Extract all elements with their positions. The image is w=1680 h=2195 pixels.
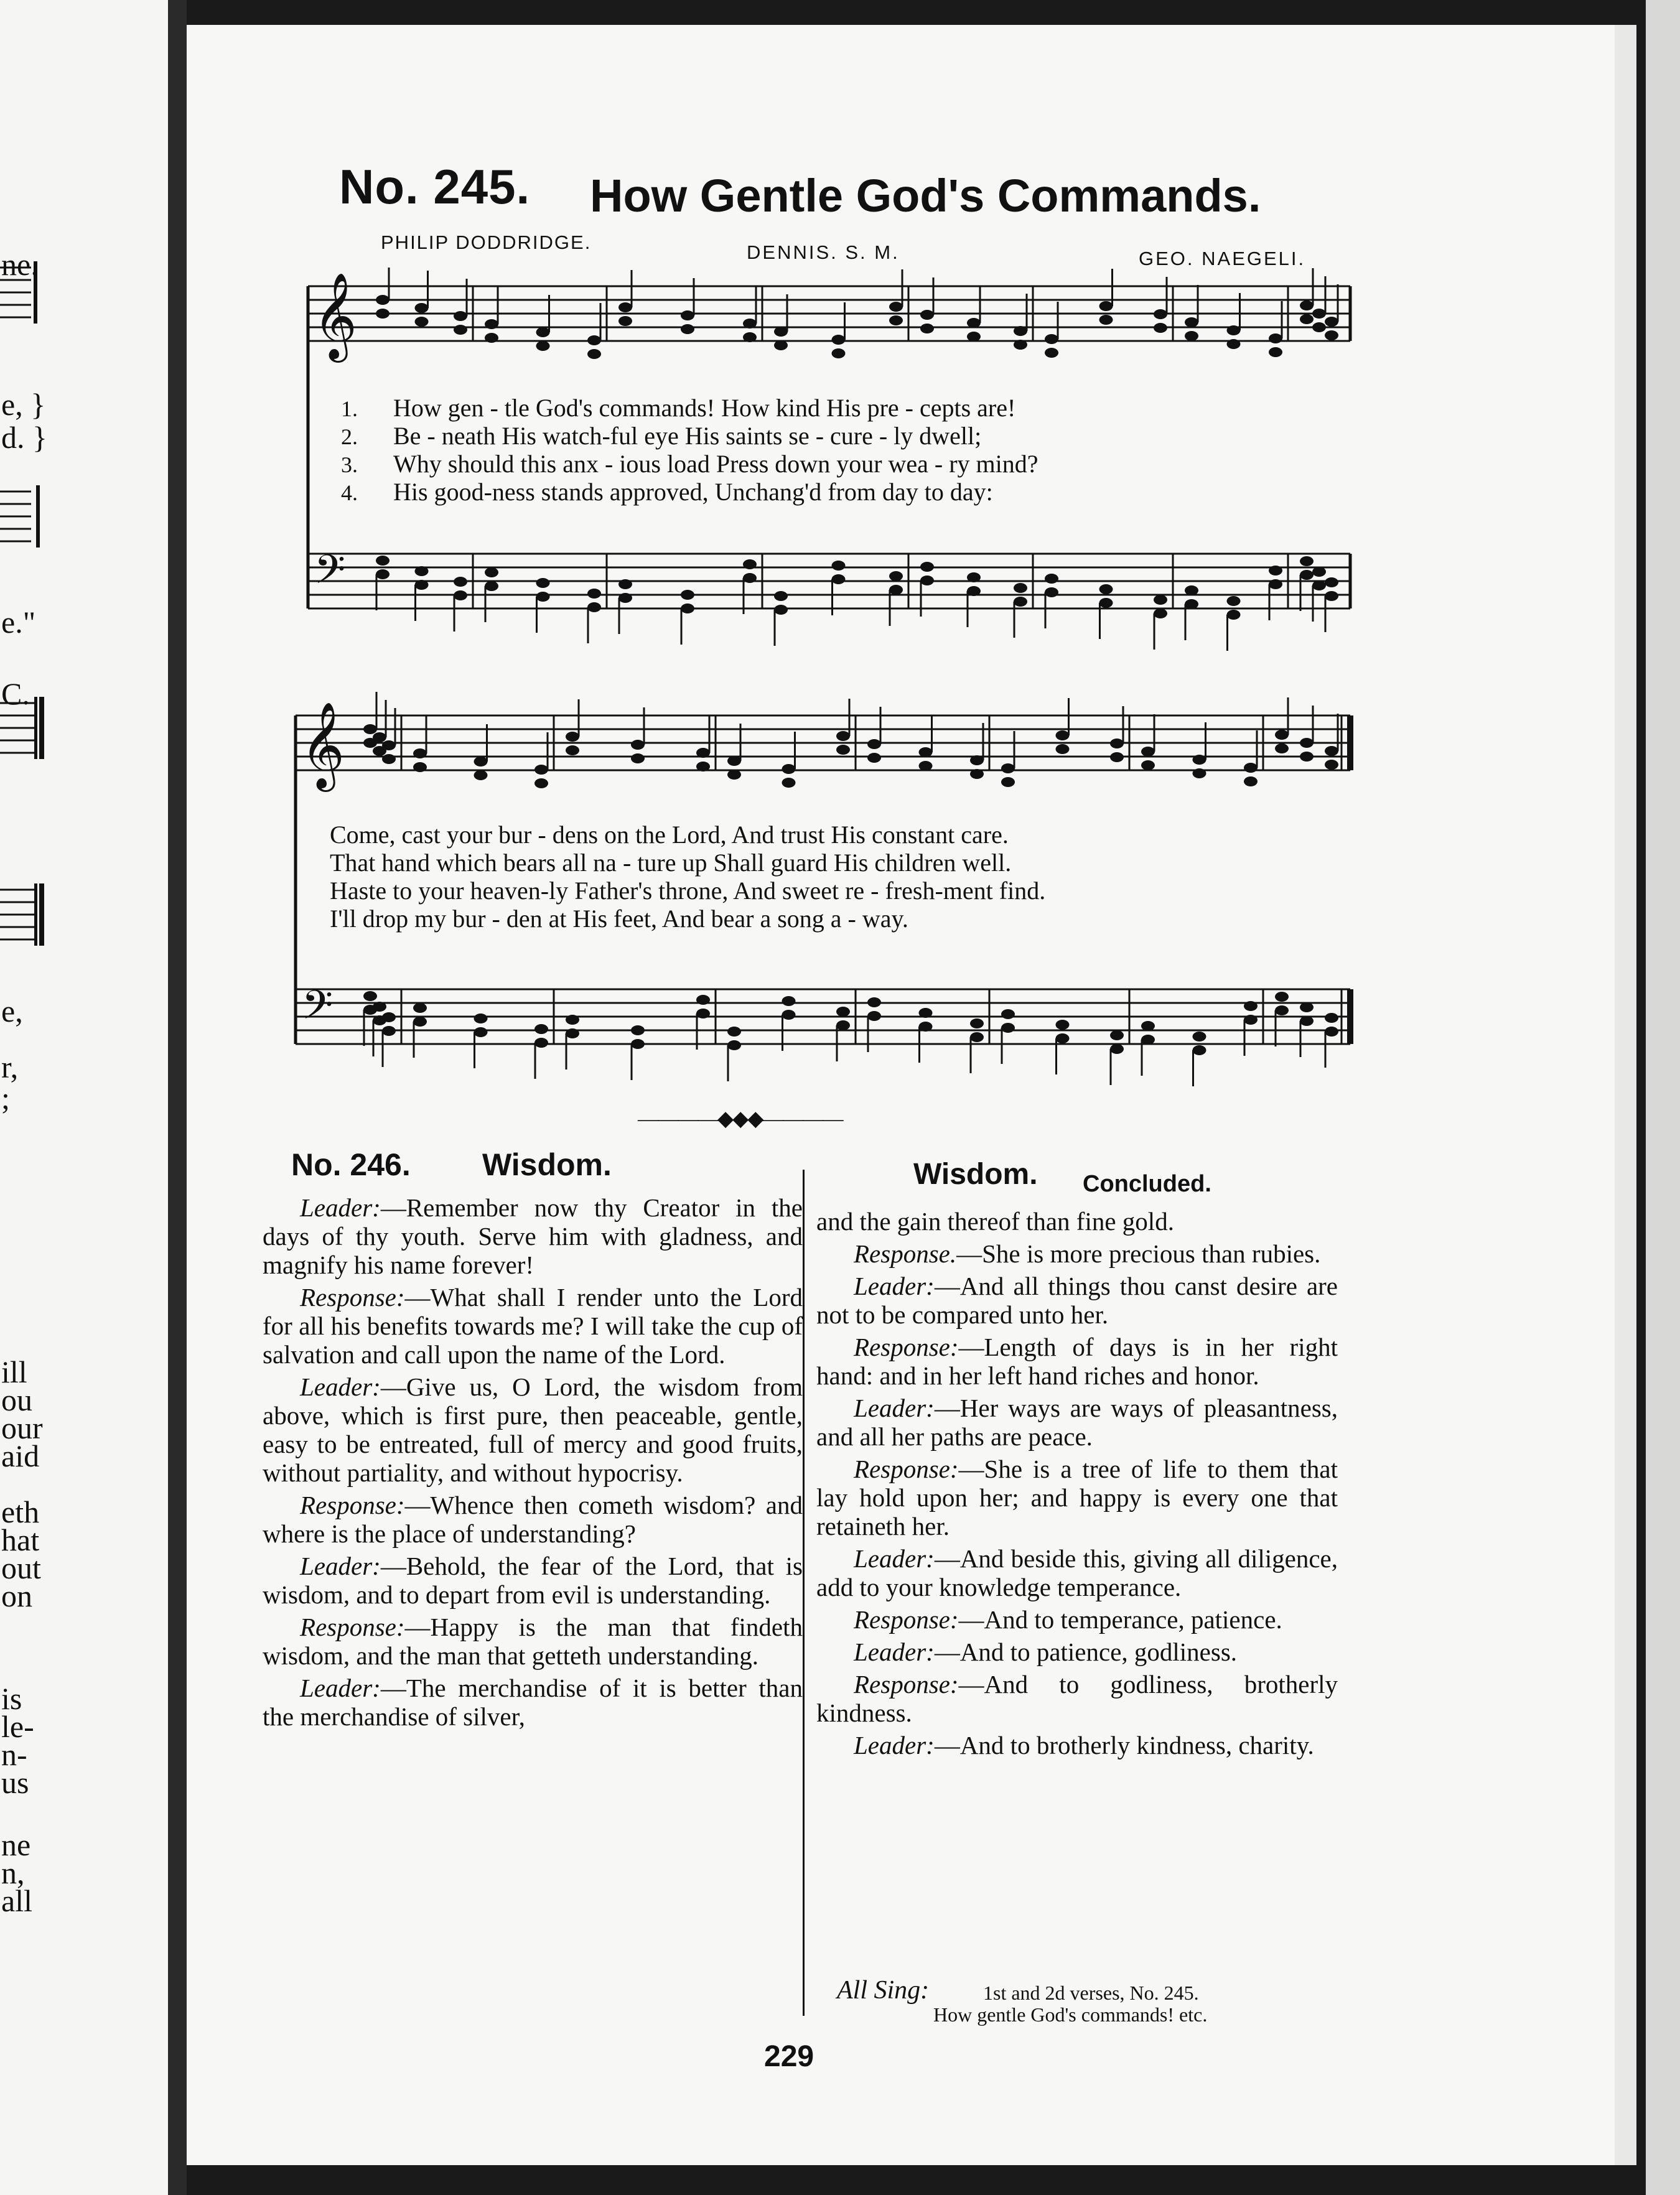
speaker-role: Leader: [854, 1272, 935, 1300]
reading-paragraph [816, 1394, 1338, 1451]
reading-paragraph [816, 1239, 1338, 1268]
edge-fragment: C. [1, 676, 30, 711]
all-sing-line2: How gentle God's commands! etc. [933, 2003, 1208, 2026]
reading-text: —The merchandise of it is better than the merchandise of silver, [263, 1674, 803, 1731]
column-rule [803, 1170, 805, 2016]
speaker-role: Response: [854, 1333, 959, 1361]
hymn-composer: GEO. NAEGELI. [1139, 248, 1306, 269]
edge-fragment: d. } [1, 420, 47, 455]
edge-fragment: ne. [1, 247, 39, 282]
reading-paragraph [263, 1613, 803, 1670]
reading-text: —Behold, the fear of the Lord, that is wisdom, and to depart from evil is understanding. [263, 1552, 803, 1609]
reading-right-column [816, 1207, 1338, 1763]
reading-text: —Give us, O Lord, the wisdom from above, which is first pure, then peaceable, gentle, easy to be entreated, full of mercy and good fruits, without partiality, and without hypocrisy. [263, 1372, 803, 1487]
reading-paragraph [263, 1283, 803, 1369]
edge-fragment: aid [1, 1438, 40, 1473]
speaker-role: Leader: [854, 1731, 935, 1759]
reading-paragraph [816, 1638, 1338, 1666]
reading-paragraph [263, 1491, 803, 1548]
speaker-role: Leader: [854, 1638, 935, 1666]
speaker-role: Leader: [300, 1372, 381, 1401]
speaker-role: Response: [300, 1613, 405, 1641]
speaker-role: Response: [854, 1605, 959, 1634]
speaker-role: Response: [300, 1283, 405, 1312]
lyric-line: Come, cast your bur - dens on the Lord, And trust His constant care. [330, 821, 1009, 849]
reading-title: Wisdom. [482, 1147, 612, 1182]
svg-text:𝄢: 𝄢 [314, 547, 346, 603]
reading-concluded: Concluded. [1083, 1171, 1211, 1197]
verse-number: 4. [341, 480, 358, 505]
lyric-line: Be - neath His watch-ful eye His saints se - cure - ly dwell; [393, 422, 982, 450]
edge-fragment: is [1, 1681, 22, 1716]
hymn-title: How Gentle God's Commands. [590, 170, 1261, 221]
reading-text: —And all things thou canst desire are not to be compared unto her. [816, 1272, 1338, 1329]
reading-text: —What shall I render unto the Lord for all his benefits towards me? I will take the cup of salvation and call upon the name of the Lord. [263, 1283, 803, 1369]
edge-fragment: us [1, 1765, 29, 1800]
speaker-role: Response. [854, 1239, 957, 1268]
lyric-line: Haste to your heaven-ly Father's throne, And sweet re - fresh-ment find. [330, 877, 1046, 905]
reading-text: —Remember now thy Creator in the days of thy youth. Serve him with gladness, and magnify his name forever! [263, 1193, 803, 1279]
reading-paragraph [816, 1670, 1338, 1727]
reading-text: —And to godliness, brotherly kindness. [816, 1670, 1338, 1727]
reading-left-column [263, 1193, 803, 1735]
svg-text:𝄢: 𝄢 [302, 982, 334, 1038]
speaker-role: Leader: [300, 1193, 381, 1222]
reading-paragraph [816, 1605, 1338, 1634]
reading-paragraph [816, 1731, 1338, 1759]
edge-fragment: ou [1, 1382, 32, 1417]
edge-fragment: ne [1, 1827, 31, 1862]
speaker-role: Response: [300, 1491, 405, 1519]
lyric-line: Why should this anx - ious load Press down your wea - ry mind? [393, 450, 1038, 478]
reading-number: No. 246. [291, 1147, 411, 1182]
verse-number: 1. [341, 396, 358, 421]
all-sing-label: All Sing: [837, 1976, 930, 2005]
reading-text: —Her ways are ways of pleasantness, and all her paths are peace. [816, 1394, 1338, 1451]
page-number: 229 [764, 2040, 814, 2073]
edge-fragment: e." [1, 605, 36, 640]
edge-fragment: r, [1, 1050, 19, 1084]
reading-paragraph [816, 1455, 1338, 1540]
lyric-line: His good-ness stands approved, Unchang'd from day to day: [393, 478, 993, 506]
continuation: and the gain thereof than fine gold. [816, 1207, 1174, 1236]
reading-paragraph [263, 1372, 803, 1487]
edge-fragment: hat [1, 1522, 40, 1557]
verse-number: 2. [341, 424, 358, 449]
reading-text: —She is a tree of life to them that lay hold upon her; and happy is every one that retaineth her. [816, 1455, 1338, 1540]
reading-paragraph [263, 1674, 803, 1731]
svg-text:𝄞: 𝄞 [301, 702, 345, 788]
reading-text: —And to patience, godliness. [934, 1638, 1238, 1666]
reading-text: —And to temperance, patience. [958, 1605, 1282, 1634]
speaker-role: Leader: [300, 1674, 381, 1702]
reading-text: —And to brotherly kindness, charity. [934, 1731, 1314, 1759]
speaker-role: Response: [854, 1670, 959, 1699]
reading-text: —Whence then cometh wisdom? and where is the place of understanding? [263, 1491, 803, 1548]
verse-number: 3. [341, 452, 358, 477]
reading-paragraph [816, 1333, 1338, 1390]
previous-page-edge [0, 0, 168, 2195]
edge-fragment: e, } [1, 387, 46, 422]
all-sing-text: 1st and 2d verses, No. 245. [983, 1982, 1199, 2004]
hymn-number: No. 245. [339, 159, 531, 214]
edge-fragment: out [1, 1550, 41, 1585]
ornament-divider: ————◆◆◆———— [638, 1107, 842, 1130]
hymn-tune: DENNIS. S. M. [747, 241, 900, 263]
reading-text: —And beside this, giving all diligence, add to your knowledge temperance. [816, 1544, 1338, 1601]
edge-fragment: e, [1, 994, 23, 1028]
edge-fragment: le- [1, 1709, 34, 1744]
reading-paragraph [816, 1544, 1338, 1601]
reading-text: —Length of days is in her right hand: and in her left hand riches and honor. [816, 1333, 1338, 1390]
lyric-line: How gen - tle God's commands! How kind His pre - cepts are! [393, 394, 1016, 422]
reading-title-right: Wisdom. [913, 1158, 1038, 1191]
speaker-role: Leader: [854, 1394, 935, 1422]
edge-fragment: ill [1, 1354, 27, 1389]
speaker-role: Leader: [300, 1552, 381, 1580]
music-score [292, 268, 1363, 1089]
edge-fragment: eth [1, 1494, 40, 1529]
edge-fragment: n, [1, 1855, 25, 1890]
speaker-role: Leader: [854, 1544, 935, 1573]
edge-fragment: our [1, 1410, 43, 1445]
reading-paragraph [263, 1552, 803, 1609]
reading-paragraph [816, 1272, 1338, 1329]
edge-fragment: all [1, 1883, 32, 1918]
edge-fragment: ; [1, 1081, 10, 1116]
edge-fragment: on [1, 1578, 32, 1613]
hymn-author: PHILIP DODDRIDGE. [381, 231, 592, 253]
lyric-line: That hand which bears all na - ture up Shall guard His children well. [330, 849, 1012, 877]
reading-text: —Happy is the man that findeth wisdom, and the man that getteth understanding. [263, 1613, 803, 1670]
speaker-role: Response: [854, 1455, 959, 1483]
reading-paragraph [263, 1193, 803, 1279]
lyric-line: I'll drop my bur - den at His feet, And bear a song a - way. [330, 905, 908, 933]
edge-fragment: n- [1, 1737, 27, 1772]
svg-text:𝄞: 𝄞 [313, 273, 357, 359]
reading-text: —She is more precious than rubies. [956, 1239, 1321, 1268]
